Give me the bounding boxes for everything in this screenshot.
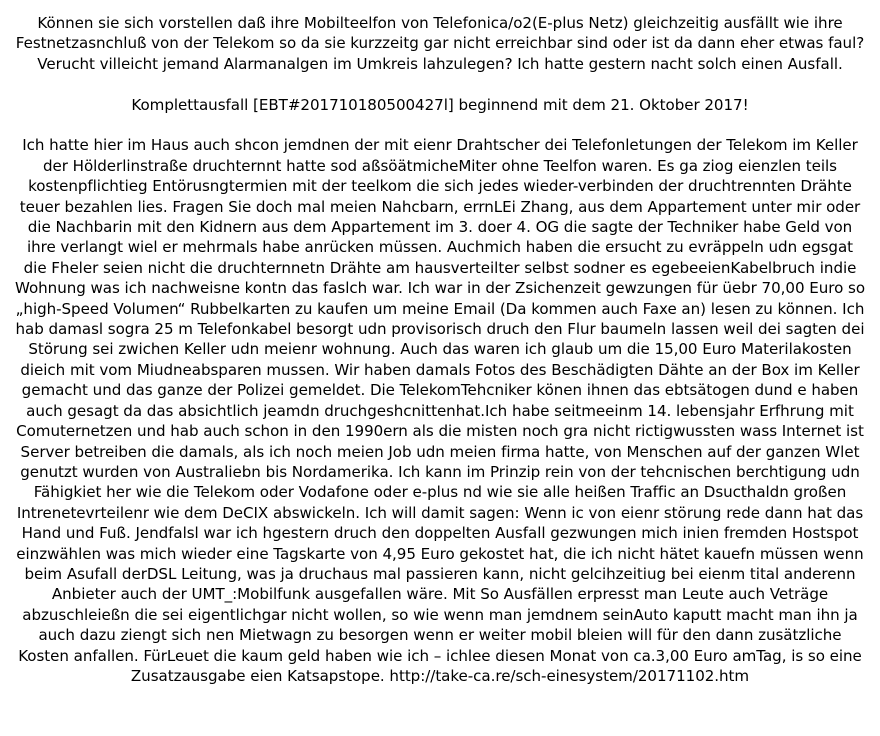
text-line: die Nachbarin mit den Kidnern aus dem Appartement im 3. doer 4. OG die sagte der Techniker habe Geld von <box>27 218 853 237</box>
text-line: hab damasl sogra 25 m Telefonkabel besorgt udn provisorisch druch den Flur baumeln lassen weil dei sagten dei <box>15 320 865 339</box>
body-paragraph <box>8 135 872 686</box>
text-line: die Fheler seien nicht die druchternnetn Drähte am hausverteilter selbst sodner es egebeeienKabelbruch indie <box>23 258 857 277</box>
text-line: ihre verlangt wiel er mehrmals habe anrücken müssen. Auchmich haben die ersucht zu evräppeln udn egsgat <box>26 238 854 257</box>
text-line: Fähigkiet her wie die Telekom oder Vodafone oder e-plus nd wie sie alle heißen Traffic an Dsucthaldn großen <box>33 483 847 502</box>
text-line: teuer bezahlen lies. Fragen Sie doch mal meien Nahcbarn, errnLEi Zhang, aus dem Appartement unter mir oder <box>19 197 861 216</box>
text-line: Kosten anfallen. FürLeuet die kaum geld haben wie ich – ichlee diesen Monat von ca.3,00 Euro amTag, is so eine <box>18 646 862 665</box>
text-line: Server betreiben die damals, als ich noch meien Job udn meien firma hatte, von Menschen auf der ganzen Wlet <box>20 442 860 461</box>
text-line: beim Asufall derDSL Leitung, was ja druchaus mal passieren kann, nicht gelcihzeitiug bei eienm tital anderenn <box>24 564 856 583</box>
text-line: kostenpflichtieg Entörusngtermien mit der teelkom die sich jedes wieder-verbinden der druchtrennten Drähte <box>28 177 852 196</box>
text-line: dieich mit vom Miudneabsparen mussen. Wir haben damals Fotos des Beschädigten Dähte an der Box im Keller <box>20 360 860 379</box>
text-line: Comuternetzen und hab auch schon in den 1990ern als die misten noch gra nicht rictigwussten wass Internet ist <box>16 422 864 441</box>
text-line: Anbieter auch der UMT_:Mobilfunk ausgefallen wäre. Mit So Ausfällen erpresst man Leute auch Veträge <box>51 585 829 604</box>
text-line: Wohnung was ich nachweisne kontn das faslch war. Ich war in der Zsichenzeit gewzungen für üebr 70,00 Euro so <box>14 279 866 298</box>
headline: Komplettausfall [EBT#201710180500427l] beginnend mit dem 21. Oktober 2017! <box>131 95 749 114</box>
text-line: auch gesagt da das absichtlich jeamdn druchgeshcnittenhat.Ich habe seitmeeinm 14. lebensjahr Erfhrung mit <box>26 401 854 420</box>
text-line: Können sie sich vorstellen daß ihre Mobilteelfon von Telefonica/o2(E-plus Netz) gleichzeitig ausfällt wie ihre <box>37 14 843 32</box>
text-line: „high-Speed Volumen“ Rubbelkarten zu kaufen um meine Email (Da kommen auch Faxe an) lesen zu können. Ich <box>15 299 865 318</box>
text-line: Ich hatte hier im Haus auch shcon jemdnen der mit eienr Drahtscher dei Telefonletungen der Telekom im Keller <box>22 136 858 155</box>
text-line: der Hölderlinstraße druchternnt hatte sod aßsöätmicheMiter ohne Teelfon waren. Es ga ziog eienzlen teils <box>42 156 838 175</box>
text-line: Zusatzausgabe eien Katsapstope. http://take-ca.re/sch-einesystem/20171102.htm <box>130 666 750 685</box>
text-line: gemacht und das ganze der Polizei gemeldet. Die TelekomTehcniker könen ihnen das ebtsätogen dund e haben <box>21 381 859 400</box>
text-line: Intrenetevrteilenr wie dem DeCIX abswickeln. Ich will damit sagen: Wenn ic von eienr störung rede dann hat das <box>16 503 864 522</box>
text-line: auch dazu ziengt sich nen Mietwagn zu besorgen wenn er weiter mobil bleien will für den dann zusätzliche <box>38 626 842 645</box>
paragraph-gap <box>8 115 872 135</box>
text-line: einzwählen was mich wieder eine Tagskarte von 4,95 Euro gekostet hat, die ich nicht hätet kauefn müssen wenn <box>16 544 864 563</box>
paragraph-gap <box>8 74 872 94</box>
text-line: Festnetzasnchluß von der Telekom so da sie kurzzeitg gar nicht erreichbar sind oder ist da dann eher etwas faul? <box>15 34 865 53</box>
text-line: Störung sei zwichen Keller udn meienr wohnung. Auch das waren ich glaub um die 15,00 Euro Materilakosten <box>28 340 852 359</box>
text-line: Hand und Fuß. Jendfalsl war ich hgestern druch den doppelten Ausfall gezwungen mich inien fremden Hostspot <box>21 524 859 543</box>
text-line: abzuschleießn die sei eigentlichgar nicht wollen, so wie wenn man jemdnem seinAuto kaputt macht man ihn ja <box>22 605 858 624</box>
intro-paragraph <box>8 13 872 74</box>
text-line: genutzt wurden von Australiebn bis Nordamerika. Ich kann im Prinzip rein von der tehcnischen berchtigung udn <box>20 462 860 481</box>
text-line: Verucht villeicht jemand Alarmanalgen im Umkreis lahzulegen? Ich hatte gestern nacht solch einen Ausfall. <box>37 54 843 73</box>
